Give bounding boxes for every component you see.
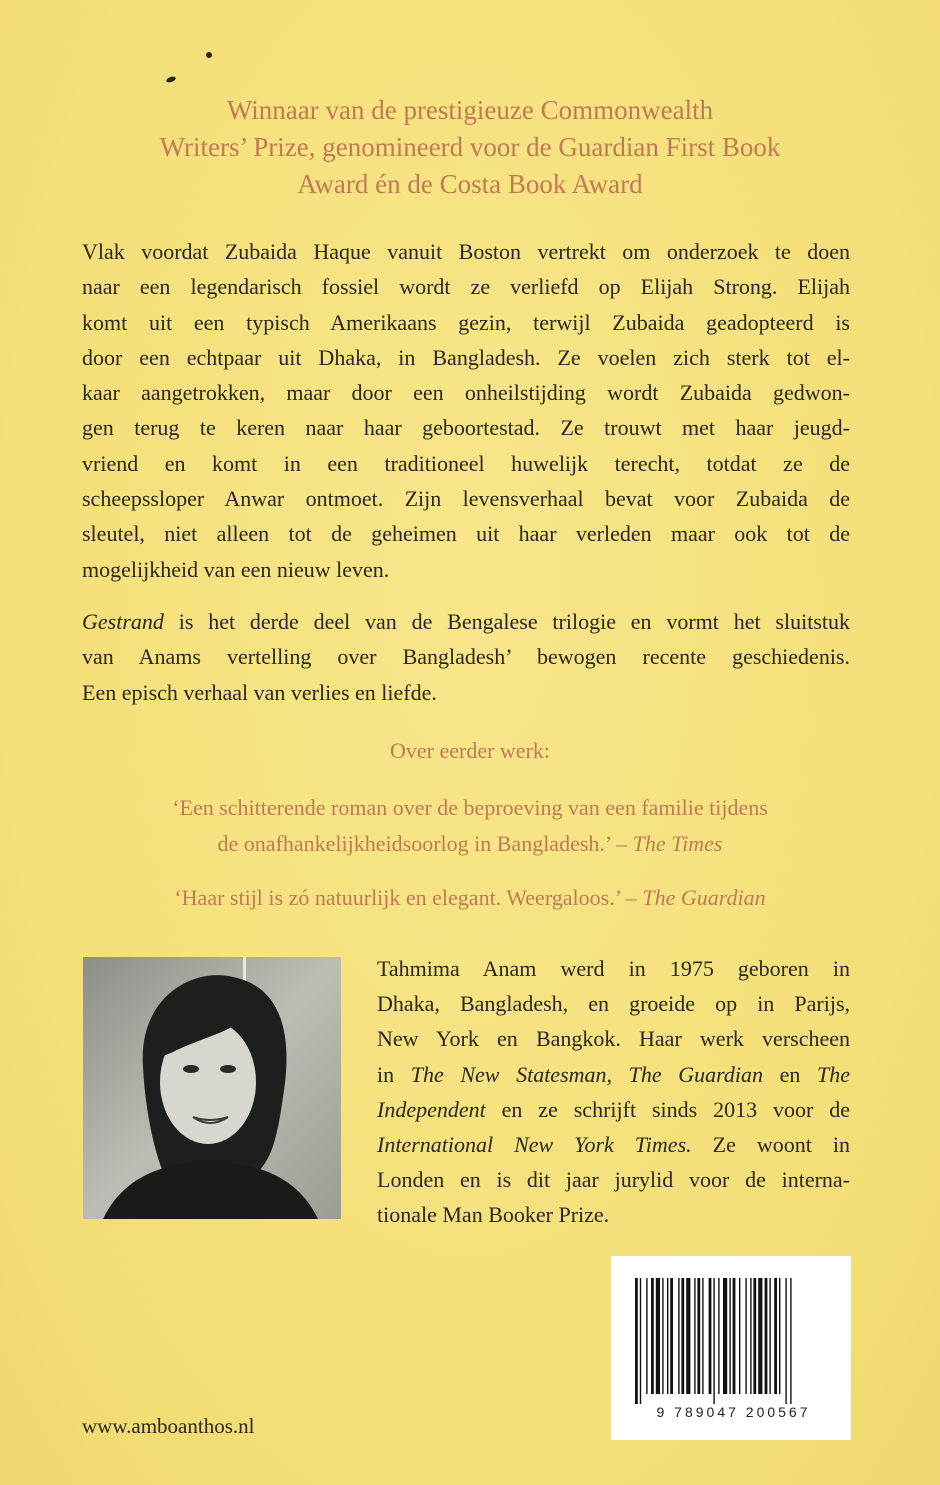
bio-line: Londen en is dit jaar jurylid voor de interna- bbox=[377, 1167, 850, 1193]
bio-text: in bbox=[377, 1061, 411, 1087]
trilogy-paragraph bbox=[82, 604, 850, 710]
synopsis-line: komt uit een typisch Amerikaans gezin, terwijl Zubaida geadopteerd is bbox=[82, 309, 850, 335]
headline-line: Award én de Costa Book Award bbox=[297, 169, 643, 199]
synopsis-line: gen terug te keren naar haar geboortestad. Ze trouwt met haar jeugd- bbox=[82, 415, 850, 441]
barcode-bar bbox=[723, 1278, 727, 1394]
bio-line bbox=[377, 1092, 850, 1127]
isbn-number: 9 789047 200567 bbox=[656, 1404, 811, 1420]
bio-line: Tahmima Anam werd in 1975 geboren in bbox=[377, 956, 850, 981]
barcode-bar bbox=[745, 1278, 746, 1394]
synopsis-line: Vlak voordat Zubaida Haque vanuit Boston vertrekt om onderzoek te doen bbox=[82, 239, 850, 264]
publication-name: Independent bbox=[377, 1096, 486, 1122]
bio-line: tionale Man Booker Prize. bbox=[377, 1202, 610, 1228]
barcode-bar bbox=[790, 1278, 791, 1404]
barcode-bar bbox=[651, 1278, 654, 1394]
synopsis-line: naar een legendarisch fossiel wordt ze verliefd op Elijah Strong. Elijah bbox=[82, 274, 850, 300]
synopsis-line: door een echtpaar uit Dhaka, in Bangladesh. Ze voelen zich sterk tot el- bbox=[82, 344, 850, 370]
barcode-bar bbox=[662, 1278, 663, 1394]
bio-text: Ze woont in bbox=[691, 1131, 850, 1157]
barcode-bar bbox=[694, 1278, 695, 1394]
trilogy-line bbox=[82, 604, 850, 639]
publisher-website[interactable]: www.amboanthos.nl bbox=[82, 1414, 255, 1438]
barcode-bar bbox=[670, 1278, 673, 1394]
barcode-bar bbox=[774, 1278, 777, 1394]
barcode-bar bbox=[656, 1278, 660, 1394]
barcode-bar bbox=[686, 1278, 690, 1394]
quote-line: ‘Een schitterende roman over de beproeving van een familie tijdens bbox=[172, 795, 768, 820]
barcode-bar bbox=[702, 1278, 703, 1394]
quote-text: ‘Haar stijl is zó natuurlijk en elegant. Weergaloos.’ – bbox=[174, 885, 643, 910]
barcode-bar bbox=[681, 1278, 684, 1394]
headline-line: Writers’ Prize, genomineerd voor de Guardian First Book bbox=[159, 132, 781, 162]
author-photo bbox=[83, 957, 341, 1219]
reviews-heading: Over eerder werk: bbox=[389, 738, 550, 763]
barcode-bar bbox=[758, 1278, 762, 1394]
review-quote-guardian bbox=[80, 880, 860, 916]
barcode-bar bbox=[635, 1278, 638, 1404]
author-bio bbox=[377, 951, 850, 1233]
author-portrait-image bbox=[83, 957, 341, 1219]
award-headline bbox=[80, 92, 860, 203]
publication-name: The New Statesman, The Guardian bbox=[410, 1061, 763, 1087]
barcode-bar bbox=[640, 1278, 641, 1404]
ink-speck bbox=[206, 52, 212, 58]
bio-line: New York en Bangkok. Haar werk verscheen bbox=[377, 1026, 850, 1052]
headline-line: Winnaar van de prestigieuze Commonwealth bbox=[226, 95, 714, 125]
barcode-bar bbox=[785, 1278, 786, 1404]
barcode-bar bbox=[739, 1278, 740, 1394]
synopsis-line: kaar aangetrokken, maar door een onheilstijding wordt Zubaida gedwon- bbox=[82, 380, 850, 406]
barcode-bar bbox=[713, 1278, 714, 1404]
barcode-bar bbox=[646, 1278, 647, 1394]
barcode-bar bbox=[765, 1278, 768, 1394]
synopsis-line: scheepssloper Anwar ontmoet. Zijn levensverhaal bevat voor Zubaida de bbox=[82, 486, 850, 512]
barcode-bar bbox=[733, 1278, 736, 1394]
quote-text: de onafhankelijkheidsoorlog in Bangladesh.’ – bbox=[217, 831, 633, 856]
book-title: Gestrand bbox=[82, 609, 164, 634]
bio-text: en ze schrijft sinds 2013 voor de bbox=[485, 1096, 850, 1122]
synopsis-line: sleutel, niet alleen tot de geheimen uit haar verleden maar ook tot de bbox=[82, 521, 850, 547]
synopsis-paragraph bbox=[82, 234, 850, 587]
isbn-barcode bbox=[611, 1256, 851, 1440]
barcode-bar bbox=[729, 1278, 730, 1394]
ink-speck bbox=[165, 75, 176, 83]
review-quote-times bbox=[80, 790, 860, 862]
barcode-bar bbox=[667, 1278, 668, 1394]
trilogy-line: Een episch verhaal van verlies en liefde. bbox=[82, 679, 437, 705]
barcode-bar bbox=[769, 1278, 770, 1394]
quote-source: The Times bbox=[632, 831, 723, 856]
barcode-bar bbox=[709, 1278, 712, 1394]
barcode-bar bbox=[718, 1278, 719, 1394]
bio-line bbox=[377, 1057, 850, 1092]
publication-name: The bbox=[817, 1061, 850, 1087]
quote-line bbox=[80, 826, 860, 862]
barcode-bar bbox=[750, 1278, 751, 1394]
barcode-bar bbox=[779, 1278, 780, 1394]
trilogy-text: is het derde deel van de Bengalese trilogie en vormt het sluitstuk bbox=[163, 609, 850, 634]
quote-source: The Guardian bbox=[642, 885, 766, 910]
synopsis-line: vriend en komt in een traditioneel huwelijk terecht, totdat ze de bbox=[82, 450, 850, 476]
bio-line bbox=[377, 1127, 850, 1162]
barcode-bars bbox=[633, 1278, 833, 1404]
barcode-bar bbox=[678, 1278, 679, 1394]
trilogy-line: van Anams vertelling over Bangladesh’ bewogen recente geschiedenis. bbox=[82, 644, 850, 670]
bio-line: Dhaka, Bangladesh, en groeide op in Parijs, bbox=[377, 991, 850, 1017]
bio-text: en bbox=[763, 1061, 817, 1087]
publication-name: International New York Times. bbox=[377, 1131, 692, 1157]
barcode-bar bbox=[753, 1278, 756, 1394]
barcode-bar bbox=[697, 1278, 700, 1394]
synopsis-line: mogelijkheid van een nieuw leven. bbox=[82, 556, 390, 582]
